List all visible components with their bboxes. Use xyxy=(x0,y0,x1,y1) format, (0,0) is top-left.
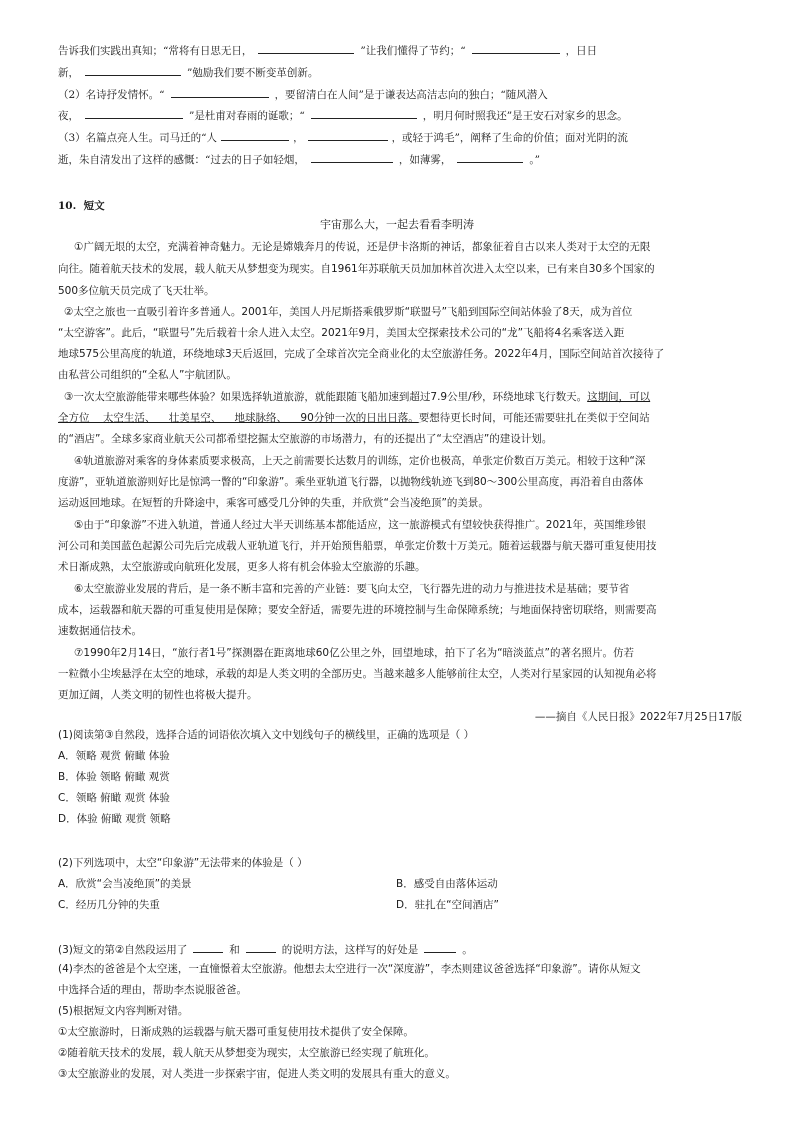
blank[interactable] xyxy=(472,42,560,54)
blank[interactable] xyxy=(221,129,289,141)
article-line: 一粒微小尘埃悬浮在太空的地球，承载的却是人类文明的全部历史。当越来越多人能够前往太空，人类对行星家园的认知视角必将 xyxy=(58,668,657,680)
blank[interactable] xyxy=(424,941,456,953)
article-line: 的“酒店”。全球多家商业航天公司都希望挖掘太空旅游的市场潜力，有的还提出了“太空酒店”的建设计划。 xyxy=(58,433,553,445)
question-stem: (4)李杰的爸爸是个太空迷，一直憧憬着太空旅游。他想去太空进行一次“深度游”，李杰则建议爸爸选择“印象游”。请你从短文 xyxy=(58,963,641,975)
article-line: 更加辽阔，人类文明的韧性也将极大提升。 xyxy=(58,689,258,701)
article-line: ②太空之旅也一直吸引着许多普通人。2001年，美国人丹尼斯搭乘俄罗斯“联盟号”飞船到国际空间站体验了8天，成为首位 xyxy=(64,306,633,318)
question-stem: 中选择合适的理由，帮助李杰说服爸爸。 xyxy=(58,984,247,996)
option-d[interactable]: D．驻扎在“空间酒店” xyxy=(396,899,499,911)
question-stem: (2)下列选项中，太空“印象游”无法带来的体验是（ ） xyxy=(58,857,308,869)
option-c[interactable]: C．经历几分钟的失重 xyxy=(58,899,160,911)
article-line: 500多位航天员完成了飞天壮举。 xyxy=(58,285,215,297)
article-line: 全方位 太空生活、 壮美星空、 地球脉络、 90分钟一次的日出日落。要想待更长时间，可能还需要驻扎在类似于空间站 xyxy=(58,412,650,424)
blank[interactable] xyxy=(171,86,269,98)
poem-line-3: （2）名诗抒发情怀。“ ，要留清白在人间”是于谦表达高洁志向的独白；“随风潜入 xyxy=(58,86,548,102)
underlined-sentence: 这期间，可以 xyxy=(587,391,651,403)
article-line: ⑤由于“印象游”不进入轨道，普通人经过大半天训练基本都能适应，这一旅游模式有望较快获得推广。2021年，英国维珍银 xyxy=(74,519,647,531)
judgment-item: ②随着航天技术的发展，载人航天从梦想变为现实，太空旅游已经实现了航班化。 xyxy=(58,1047,435,1059)
poem-line-5: （3）名篇点亮人生。司马迁的“人 ， ，或轻于鸿毛”，阐释了生命的价值；面对光阴的流 xyxy=(58,129,628,145)
article-line: 地球575公里高度的轨道，环绕地球3天后返回，完成了全球首次完全商业化的太空旅游任务。2022年4月，国际空间站首次接待了 xyxy=(58,348,665,360)
blank[interactable] xyxy=(85,107,183,119)
option-b[interactable]: B．感受自由落体运动 xyxy=(396,878,498,890)
blank[interactable] xyxy=(193,941,223,953)
article-line: ⑥太空旅游业发展的背后，是一条不断丰富和完善的产业链：要飞向太空，飞行器先进的动力与推进技术是基础；要节省 xyxy=(74,583,630,595)
article-line: 向往。随着航天技术的发展，载人航天从梦想变为现实。自1961年苏联航天员加加林首次进入太空以来，已有来自30多个国家的 xyxy=(58,263,655,275)
blank[interactable] xyxy=(258,42,354,54)
question-stem: (1)阅读第③自然段，选择合适的词语依次填入文中划线句子的横线里，正确的选项是（ ） xyxy=(58,729,475,741)
option-b[interactable]: B．体验 领略 俯瞰 观赏 xyxy=(58,771,170,783)
option-c[interactable]: C．领略 俯瞰 观赏 体验 xyxy=(58,792,170,804)
option-d[interactable]: D．体验 俯瞰 观赏 领略 xyxy=(58,813,171,825)
poem-line-4: 夜， ”是杜甫对春雨的诞歌；“ ，明月何时照我还”是王安石对家乡的思念。 xyxy=(58,107,628,123)
article-line: “太空游客”。此后，“联盟号”先后载着十余人进入太空。2021年9月，美国太空探索技术公司的“龙”飞船将4名乘客送入距 xyxy=(58,327,625,339)
article-line: 由私营公司组织的“全私人”宇航团队。 xyxy=(58,369,237,381)
option-a[interactable]: A．欣赏“会当凌绝顶”的美景 xyxy=(58,878,192,890)
blank[interactable] xyxy=(311,107,417,119)
blank[interactable] xyxy=(457,151,523,163)
article-line: ①广阔无垠的太空，充满着神奇魅力。无论是嫦娥奔月的传说，还是伊卡洛斯的神话，都象征着自古以来人类对于太空的无限 xyxy=(74,241,651,253)
article-title: 宇宙那么大，一起去看看李明涛 xyxy=(320,218,474,231)
article-line: 度游”，亚轨道旅游则好比是惊鸿一瞥的“印象游”。乘坐亚轨道飞行器，以抛物线轨迹飞到80～300公里高度，再沿着自由落体 xyxy=(58,476,644,488)
judgment-item: ①太空旅游时，日渐成熟的运载器与航天器可重复使用技术提供了安全保障。 xyxy=(58,1026,414,1038)
question-3: (3)短文的第②自然段运用了 和 的说明方法，这样写的好处是 。 xyxy=(58,941,473,957)
article-line: ④轨道旅游对乘客的身体素质要求极高，上天之前需要长达数月的训练，定价也极高，单张定价数百万美元。相较于这种“深 xyxy=(74,455,646,467)
poem-line-6: 逝，朱自清发出了这样的感慨：“过去的日子如轻烟， ，如薄雾， 。” xyxy=(58,151,540,167)
underlined-sentence: 全方位 太空生活、 壮美星空、 地球脉络、 90分钟一次的日出日落。 xyxy=(58,412,419,424)
article-source: ——摘自《人民日报》2022年7月25日17版 xyxy=(534,711,742,723)
article-line: 河公司和美国蓝色起源公司先后完成载人亚轨道飞行，并开始预售船票，单张定价数十万美元。随着运载器与航天器可重复使用技 xyxy=(58,540,657,552)
judgment-item: ③太空旅游业的发展，对人类进一步探索宇宙，促进人类文明的发展具有重大的意义。 xyxy=(58,1068,456,1080)
article-line: 速数据通信技术。 xyxy=(58,625,142,637)
question-stem: (5)根据短文内容判断对错。 xyxy=(58,1005,189,1017)
option-a[interactable]: A．领略 观赏 俯瞰 体验 xyxy=(58,750,170,762)
blank[interactable] xyxy=(246,941,276,953)
blank[interactable] xyxy=(311,151,393,163)
poem-line-1: 告诉我们实践出真知；“常将有日思无日， ”让我们懂得了节约；“ ，日日 xyxy=(58,42,597,58)
blank[interactable] xyxy=(308,129,388,141)
question-header: 10. 短文 xyxy=(58,200,105,212)
article-line: 运动返回地球。在短暂的升降途中，乘客可感受几分钟的失重，并欣赏“会当凌绝顶”的美景。 xyxy=(58,497,489,509)
article-line: 成本，运载器和航天器的可重复使用是保障；要安全舒适，需要先进的环境控制与生命保障系统；与地面保持密切联络，则需要高 xyxy=(58,604,657,616)
poem-line-2: 新， ”勉励我们要不断变革创新。 xyxy=(58,64,318,80)
article-line: ③一次太空旅游能带来哪些体验？如果选择轨道旅游，就能跟随飞船加速到超过7.9公里/秒，环绕地球飞行数天。这期间，可以 xyxy=(64,391,651,403)
article-line: ⑦1990年2月14日，“旅行者1号”探测器在距离地球60亿公里之外，回望地球，拍下了名为“暗淡蓝点”的著名照片。仿若 xyxy=(74,647,634,659)
article-line: 术日渐成熟，太空旅游或向航班化发展，更多人将有机会体验太空旅游的乐趣。 xyxy=(58,561,426,573)
blank[interactable] xyxy=(85,64,181,76)
